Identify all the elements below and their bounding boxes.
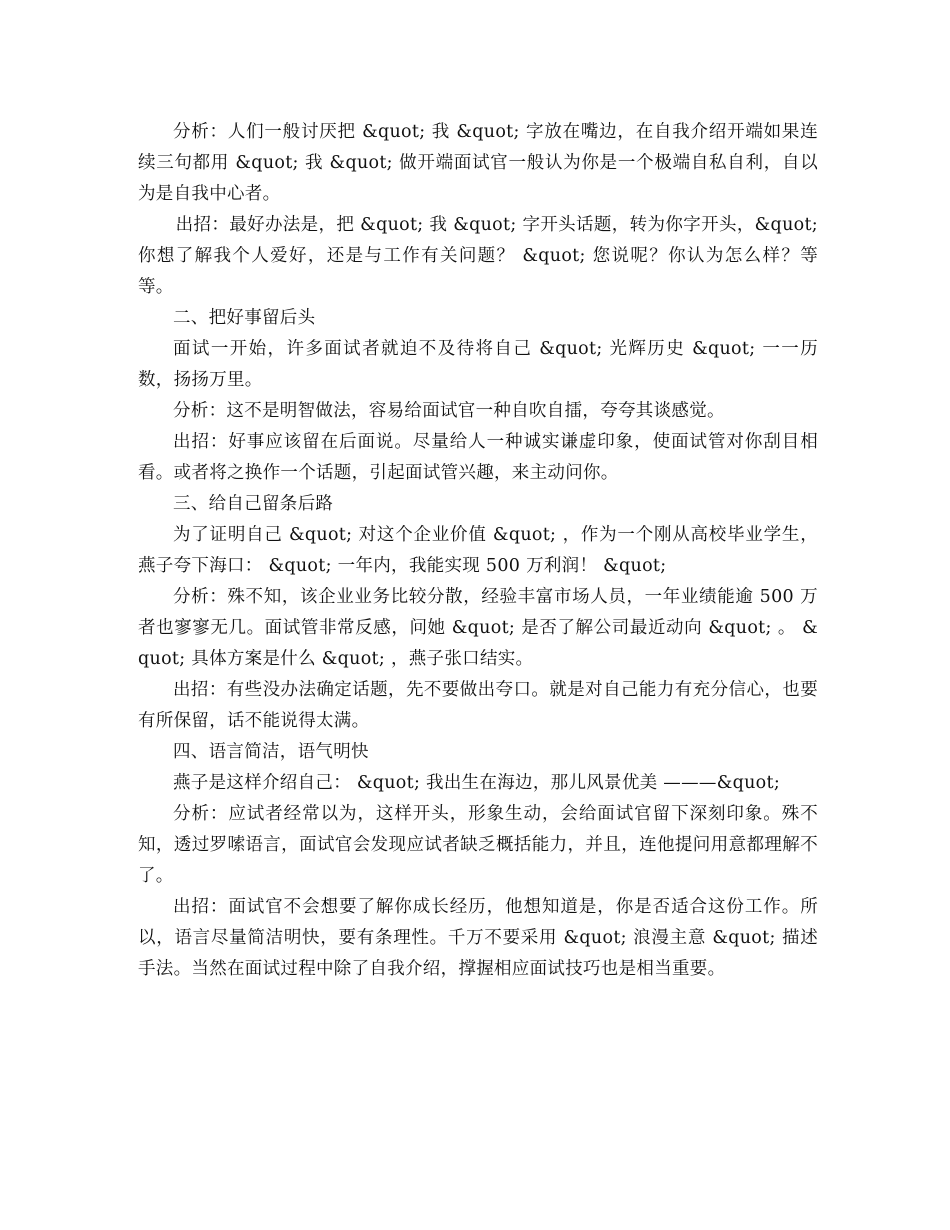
section-heading-4: 四、语言简洁，语气明快 (173, 742, 369, 762)
paragraph-intro-3: 为了证明自己 &quot; 对这个企业价值 &quot; ，作为一个刚从高校毕业学生，燕子夸下海口： &quot; 一年内，我能实现 500 万利润！ &quot; (138, 525, 818, 576)
paragraph-tip-3: 出招：有些没办法确定话题，先不要做出夸口。就是对自己能力有充分信心，也要有所保留，话不能说得太满。 (138, 680, 818, 731)
paragraph-tip-2: 出招：好事应该留在后面说。尽量给人一种诚实谦虚印象，使面试管对你刮目相看。或者将之换作一个话题，引起面试管兴趣，来主动问你。 (138, 432, 818, 483)
paragraph-intro-2: 面试一开始，许多面试者就迫不及待将自己 &quot; 光辉历史 &quot; 一一历数，扬扬万里。 (138, 339, 818, 390)
paragraph-intro-4: 燕子是这样介绍自己： &quot; 我出生在海边，那儿风景优美 ———&quot; (173, 773, 781, 793)
paragraph-analysis-2: 分析：这不是明智做法，容易给面试官一种自吹自擂，夸夸其谈感觉。 (173, 401, 725, 421)
paragraph-tip-1: 出招：最好办法是，把 &quot; 我 &quot; 字开头话题，转为你字开头，&quot; 你想了解我个人爱好，还是与工作有关问题？ &quot; 您说呢？你认为怎么样？等等。 (138, 215, 818, 297)
paragraph-analysis-3: 分析：殊不知，该企业业务比较分散，经验丰富市场人员，一年业绩能逾 500 万者也寥寥无几。面试管非常反感，问她 &quot; 是否了解公司最近动向 &quot; 。 &quot; 具体方案是什么 &quot; ，燕子张口结实。 (138, 587, 818, 669)
document-body (138, 117, 818, 985)
paragraph-analysis-1: 分析：人们一般讨厌把 &quot; 我 &quot; 字放在嘴边，在自我介绍开端如果连续三句都用 &quot; 我 &quot; 做开端面试官一般认为你是一个极端自私自利，自以为是自我中心者。 (138, 122, 818, 204)
paragraph-tip-4: 出招：面试官不会想要了解你成长经历，他想知道是，你是否适合这份工作。所以，语言尽量简洁明快，要有条理性。千万不要采用 &quot; 浪漫主意 &quot; 描述手法。当然在面试过程中除了自我介绍，撑握相应面试技巧也是相当重要。 (138, 897, 818, 979)
paragraph-analysis-4: 分析：应试者经常以为，这样开头，形象生动，会给面试官留下深刻印象。殊不知，透过罗嗦语言，面试官会发现应试者缺乏概括能力，并且，连他提问用意都理解不了。 (138, 804, 818, 886)
section-heading-2: 二、把好事留后头 (173, 308, 316, 328)
section-heading-3: 三、给自己留条后路 (173, 494, 334, 514)
